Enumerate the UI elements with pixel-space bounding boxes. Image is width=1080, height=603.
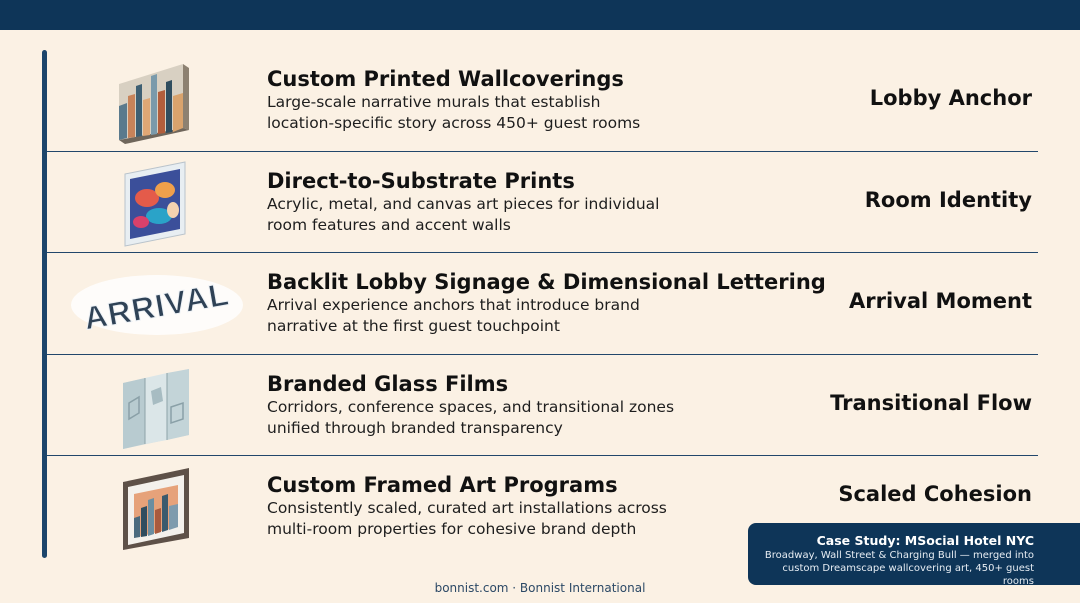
role-label: Scaled Cohesion bbox=[838, 482, 1032, 506]
glass-film-icon bbox=[67, 361, 247, 451]
item-description: multi-room properties for cohesive brand depth bbox=[267, 520, 637, 538]
service-row-prints bbox=[47, 152, 1038, 254]
case-study-text: Broadway, Wall Street & Charging Bull — merged into bbox=[764, 550, 1034, 561]
item-title: Direct-to-Substrate Prints bbox=[267, 168, 575, 193]
service-row-signage bbox=[47, 253, 1038, 355]
item-description: narrative at the first guest touchpoint bbox=[267, 317, 560, 335]
acrylic-print-icon bbox=[67, 158, 247, 248]
item-title: Custom Framed Art Programs bbox=[267, 473, 618, 497]
skyline-mural-icon bbox=[67, 56, 247, 146]
role-label: Room Identity bbox=[864, 187, 1032, 212]
item-description: room features and accent walls bbox=[267, 215, 511, 234]
item-title: Branded Glass Films bbox=[267, 371, 509, 396]
case-study-box bbox=[748, 523, 1080, 585]
item-description: Consistently scaled, curated art installations across bbox=[267, 499, 667, 517]
case-study-title: Case Study: MSocial Hotel NYC bbox=[816, 533, 1034, 548]
footer-credit: bonnist.com · Bonnist International bbox=[434, 581, 646, 595]
service-row-glass bbox=[47, 355, 1038, 457]
item-title: Backlit Lobby Signage & Dimensional Lettering bbox=[267, 270, 826, 294]
top-banner bbox=[0, 0, 1080, 30]
role-label: Transitional Flow bbox=[830, 390, 1032, 415]
service-list bbox=[47, 50, 1038, 558]
item-title: Custom Printed Wallcoverings bbox=[267, 67, 624, 91]
framed-art-icon bbox=[67, 462, 247, 552]
arrival-sign-icon bbox=[67, 259, 247, 349]
case-study-text: custom Dreamscape wallcovering art, 450+ guest rooms bbox=[782, 563, 1034, 587]
item-description: unified through branded transparency bbox=[267, 418, 563, 437]
item-description: location-specific story across 450+ guest rooms bbox=[267, 114, 641, 132]
role-label: Arrival Moment bbox=[849, 289, 1032, 313]
item-description: Large-scale narrative murals that establish bbox=[267, 93, 601, 111]
service-row-wallcoverings bbox=[47, 50, 1038, 152]
arrival-sign-text: ARRIVAL bbox=[81, 275, 232, 337]
item-description: Corridors, conference spaces, and transitional zones bbox=[267, 397, 675, 416]
item-description: Acrylic, metal, and canvas art pieces for individual bbox=[267, 194, 660, 213]
role-label: Lobby Anchor bbox=[869, 86, 1032, 110]
item-description: Arrival experience anchors that introduce brand bbox=[267, 296, 640, 314]
